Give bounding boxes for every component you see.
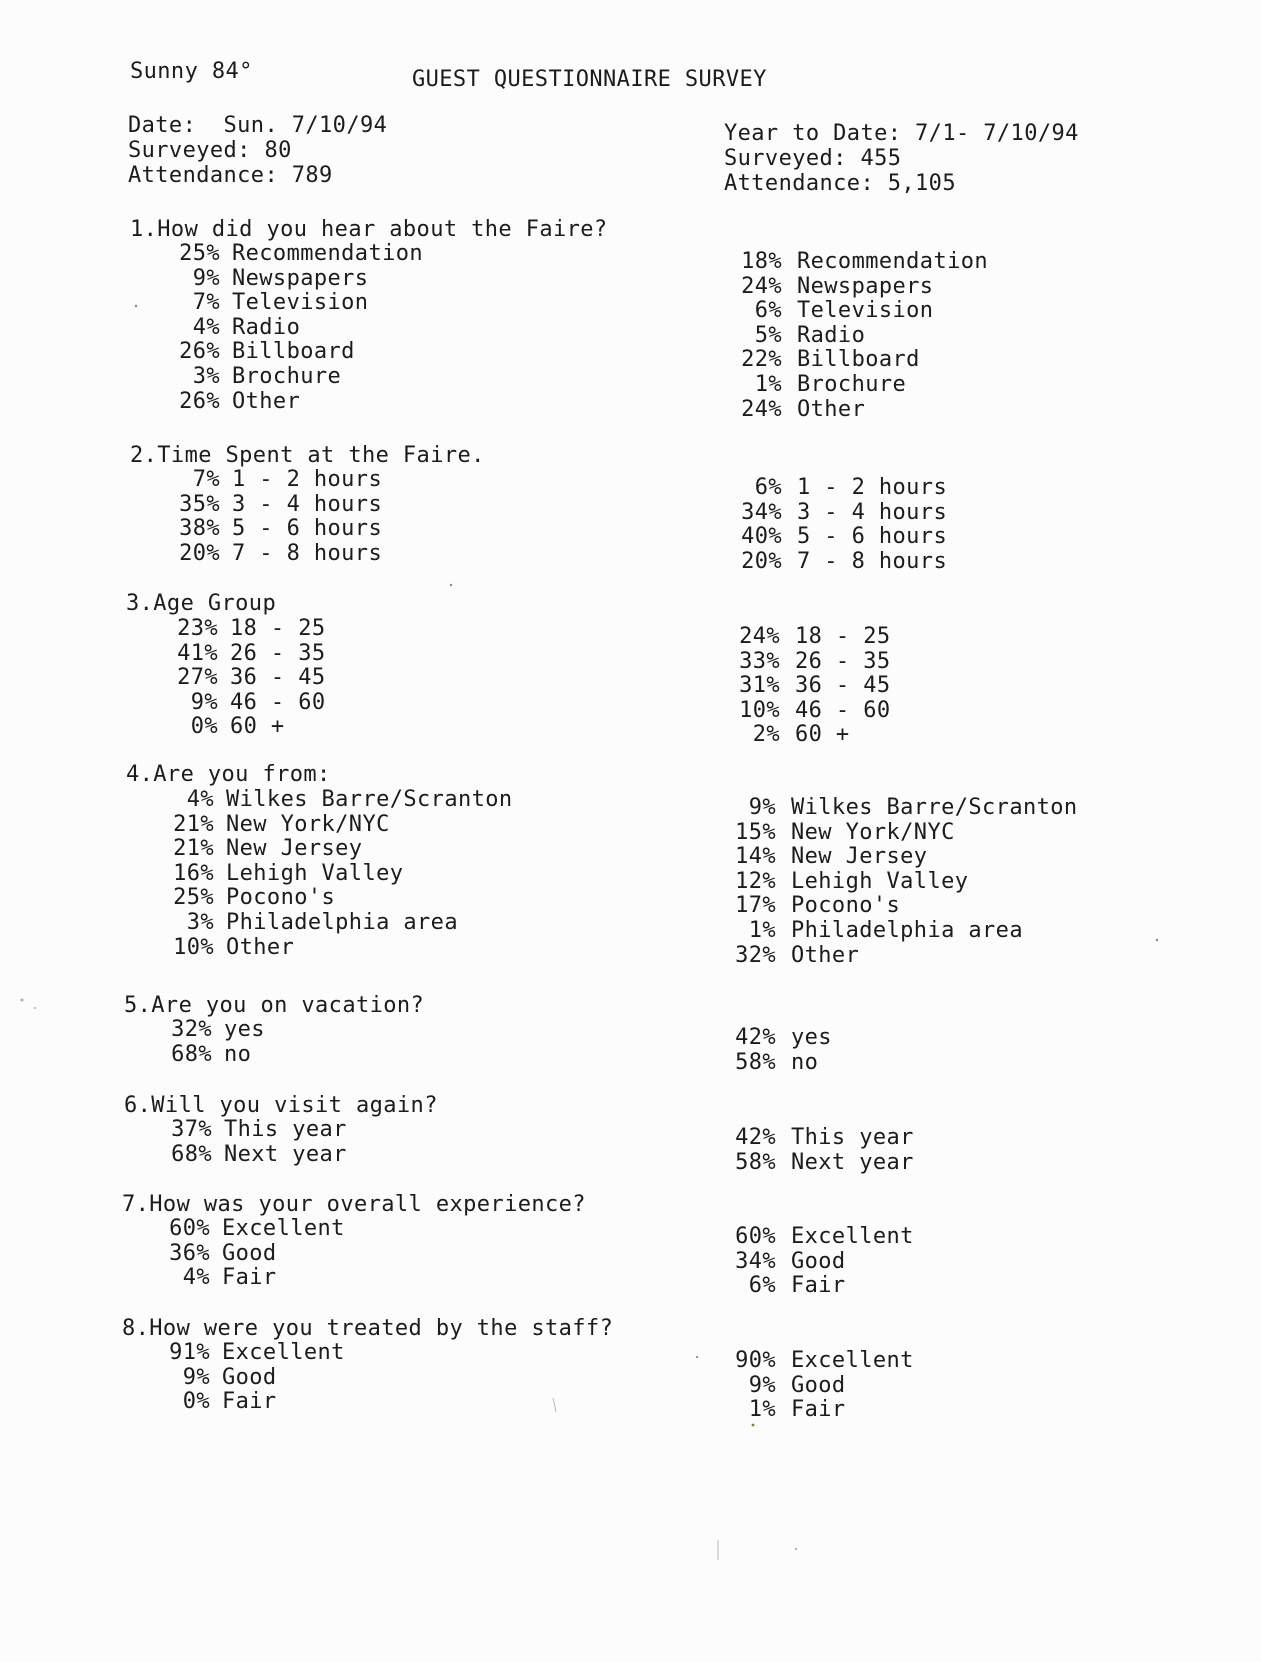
daily-answer-label: Recommendation	[232, 241, 424, 266]
daily-percent: 4%	[192, 314, 220, 340]
daily-percent: 3%	[186, 910, 214, 935]
ytd-answer-label: Billboard	[797, 347, 920, 373]
ytd-percent: 14%	[735, 844, 776, 870]
ytd-percent: 18%	[741, 249, 782, 274]
question-title: 7.How was your overall experience?	[122, 1192, 586, 1217]
daily-answer-label: 3 - 4 hours	[232, 491, 383, 517]
daily-answer-label: Excellent	[222, 1216, 345, 1241]
ytd-percent: 32%	[735, 942, 776, 968]
ytd-surveyed: Surveyed: 455	[724, 146, 902, 171]
daily-answer-label: Next year	[224, 1141, 347, 1167]
daily-percent: 21%	[173, 836, 214, 862]
daily-answer-label: This year	[224, 1117, 347, 1142]
daily-answer-label: Wilkes Barre/Scranton	[226, 787, 513, 812]
question-title: 8.How were you treated by the staff?	[122, 1316, 614, 1341]
daily-percent: 4%	[182, 1265, 210, 1291]
ytd-percent: 33%	[739, 648, 780, 674]
daily-answer-label: Brochure	[232, 364, 342, 389]
ytd-answer-label: 60 +	[795, 722, 850, 748]
ytd-percent: 40%	[741, 524, 782, 550]
daily-percent: 20%	[179, 540, 220, 566]
ytd-date: Year to Date: 7/1- 7/10/94	[724, 121, 1079, 146]
daily-answer-label: Television	[232, 290, 369, 316]
daily-percent: 25%	[179, 241, 220, 266]
ytd-percent: 6%	[754, 298, 782, 324]
daily-answer-label: no	[224, 1041, 252, 1067]
daily-answer-label: 5 - 6 hours	[232, 516, 383, 542]
weather-note: Sunny 84°	[130, 59, 253, 84]
daily-percent: 21%	[173, 811, 214, 837]
daily-answer-label: Fair	[222, 1389, 277, 1415]
daily-percent: 35%	[179, 491, 220, 517]
ytd-answer-label: Other	[791, 942, 860, 968]
daily-percent: 36%	[169, 1240, 210, 1266]
ytd-percent: 31%	[739, 673, 780, 699]
ytd-percent: 10%	[739, 697, 780, 723]
question-title: 6.Will you visit again?	[124, 1093, 438, 1118]
daily-percent: 7%	[192, 290, 220, 316]
ytd-percent: 6%	[754, 475, 782, 500]
daily-answer-label: Fair	[222, 1265, 277, 1291]
daily-answer-label: 60 +	[230, 714, 285, 740]
daily-percent: 27%	[177, 665, 218, 691]
ytd-percent: 58%	[735, 1149, 776, 1175]
daily-answer-label: Good	[222, 1240, 277, 1266]
ytd-answer-label: 26 - 35	[795, 648, 891, 674]
ytd-answer-label: This year	[791, 1125, 914, 1150]
daily-answer-label: Newspapers	[232, 265, 369, 291]
ytd-answer-label: Television	[797, 298, 934, 324]
ytd-attendance: Attendance: 5,105	[724, 171, 956, 196]
ytd-answer-label: Excellent	[791, 1348, 914, 1373]
ytd-answer-label: New Jersey	[791, 844, 928, 870]
ytd-answer-label: Pocono's	[791, 893, 901, 919]
ytd-percent: 42%	[735, 1125, 776, 1150]
ytd-percent: 24%	[741, 273, 782, 299]
daily-percent: 26%	[179, 388, 220, 414]
ytd-percent: 22%	[741, 347, 782, 373]
daily-surveyed: Surveyed: 80	[128, 138, 292, 163]
daily-percent: 4%	[186, 787, 214, 812]
question-title: 3.Age Group	[126, 591, 277, 616]
ytd-answer-label: 5 - 6 hours	[797, 524, 948, 550]
ytd-percent: 1%	[748, 1397, 776, 1423]
ytd-percent: 6%	[748, 1273, 776, 1299]
ytd-percent: 34%	[735, 1248, 776, 1274]
ytd-percent: 1%	[754, 372, 782, 397]
ytd-answer-label: Recommendation	[797, 249, 989, 274]
ytd-answer-label: Radio	[797, 322, 866, 348]
daily-percent: 0%	[190, 714, 218, 740]
daily-percent: 38%	[179, 516, 220, 542]
ytd-answer-label: Newspapers	[797, 273, 934, 299]
daily-answer-label: 7 - 8 hours	[232, 540, 383, 566]
daily-answer-label: Lehigh Valley	[226, 860, 404, 886]
ytd-percent: 42%	[735, 1025, 776, 1050]
question-title: 2.Time Spent at the Faire.	[130, 443, 485, 468]
ytd-answer-label: 18 - 25	[795, 624, 891, 649]
daily-answer-label: New York/NYC	[226, 811, 390, 837]
daily-percent: 41%	[177, 640, 218, 666]
ytd-percent: 60%	[735, 1224, 776, 1249]
ytd-answer-label: New York/NYC	[791, 819, 955, 845]
daily-percent: 0%	[182, 1389, 210, 1415]
daily-answer-label: yes	[224, 1017, 265, 1042]
daily-answer-label: 18 - 25	[230, 616, 326, 641]
ytd-percent: 90%	[735, 1348, 776, 1373]
ytd-percent: 15%	[735, 819, 776, 845]
daily-percent: 9%	[190, 689, 218, 715]
ytd-answer-label: Excellent	[791, 1224, 914, 1249]
ytd-percent: 17%	[735, 893, 776, 919]
ytd-percent: 24%	[739, 624, 780, 649]
daily-percent: 23%	[177, 616, 218, 641]
daily-percent: 32%	[171, 1017, 212, 1042]
daily-answer-label: 26 - 35	[230, 640, 326, 666]
daily-answer-label: 46 - 60	[230, 689, 326, 715]
daily-percent: 9%	[192, 265, 220, 291]
ytd-percent: 58%	[735, 1049, 776, 1075]
ytd-answer-label: Other	[797, 396, 866, 422]
page-title: GUEST QUESTIONNAIRE SURVEY	[412, 67, 767, 92]
daily-answer-label: Other	[226, 934, 295, 960]
daily-percent: 91%	[169, 1340, 210, 1365]
daily-percent: 16%	[173, 860, 214, 886]
daily-answer-label: Philadelphia area	[226, 910, 458, 935]
ytd-answer-label: yes	[791, 1025, 832, 1050]
daily-percent: 10%	[173, 934, 214, 960]
ytd-answer-label: Brochure	[797, 372, 907, 397]
ytd-percent: 20%	[741, 548, 782, 574]
ytd-percent: 1%	[748, 918, 776, 943]
ytd-percent: 24%	[741, 396, 782, 422]
ytd-answer-label: no	[791, 1049, 819, 1075]
daily-answer-label: Other	[232, 388, 301, 414]
ytd-percent: 9%	[748, 795, 776, 820]
ytd-answer-label: 1 - 2 hours	[797, 475, 948, 500]
ytd-percent: 34%	[741, 499, 782, 525]
ytd-answer-label: Wilkes Barre/Scranton	[791, 795, 1078, 820]
daily-answer-label: Radio	[232, 314, 301, 340]
daily-answer-label: Excellent	[222, 1340, 345, 1365]
ytd-answer-label: 36 - 45	[795, 673, 891, 699]
ytd-percent: 2%	[752, 722, 780, 748]
ytd-answer-label: Philadelphia area	[791, 918, 1023, 943]
daily-answer-label: Pocono's	[226, 885, 336, 911]
daily-percent: 60%	[169, 1216, 210, 1241]
daily-percent: 7%	[192, 467, 220, 492]
daily-percent: 25%	[173, 885, 214, 911]
question-title: 5.Are you on vacation?	[124, 993, 425, 1018]
question-title: 1.How did you hear about the Faire?	[130, 217, 608, 242]
daily-percent: 9%	[182, 1364, 210, 1390]
question-title: 4.Are you from:	[126, 762, 331, 787]
ytd-answer-label: 7 - 8 hours	[797, 548, 948, 574]
daily-percent: 68%	[171, 1041, 212, 1067]
daily-percent: 37%	[171, 1117, 212, 1142]
ytd-answer-label: 46 - 60	[795, 697, 891, 723]
ytd-percent: 5%	[754, 322, 782, 348]
daily-answer-label: 1 - 2 hours	[232, 467, 383, 492]
daily-attendance: Attendance: 789	[128, 163, 333, 188]
daily-answer-label: Good	[222, 1364, 277, 1390]
daily-percent: 68%	[171, 1141, 212, 1167]
ytd-answer-label: Fair	[791, 1397, 846, 1423]
daily-percent: 3%	[192, 364, 220, 389]
ytd-answer-label: 3 - 4 hours	[797, 499, 948, 525]
daily-date: Date: Sun. 7/10/94	[128, 113, 388, 138]
ytd-answer-label: Good	[791, 1372, 846, 1398]
daily-percent: 26%	[179, 339, 220, 365]
daily-answer-label: 36 - 45	[230, 665, 326, 691]
ytd-answer-label: Fair	[791, 1273, 846, 1299]
ytd-percent: 12%	[735, 868, 776, 894]
ytd-answer-label: Lehigh Valley	[791, 868, 969, 894]
ytd-percent: 9%	[748, 1372, 776, 1398]
daily-answer-label: Billboard	[232, 339, 355, 365]
ytd-answer-label: Good	[791, 1248, 846, 1274]
ytd-answer-label: Next year	[791, 1149, 914, 1175]
daily-answer-label: New Jersey	[226, 836, 363, 862]
